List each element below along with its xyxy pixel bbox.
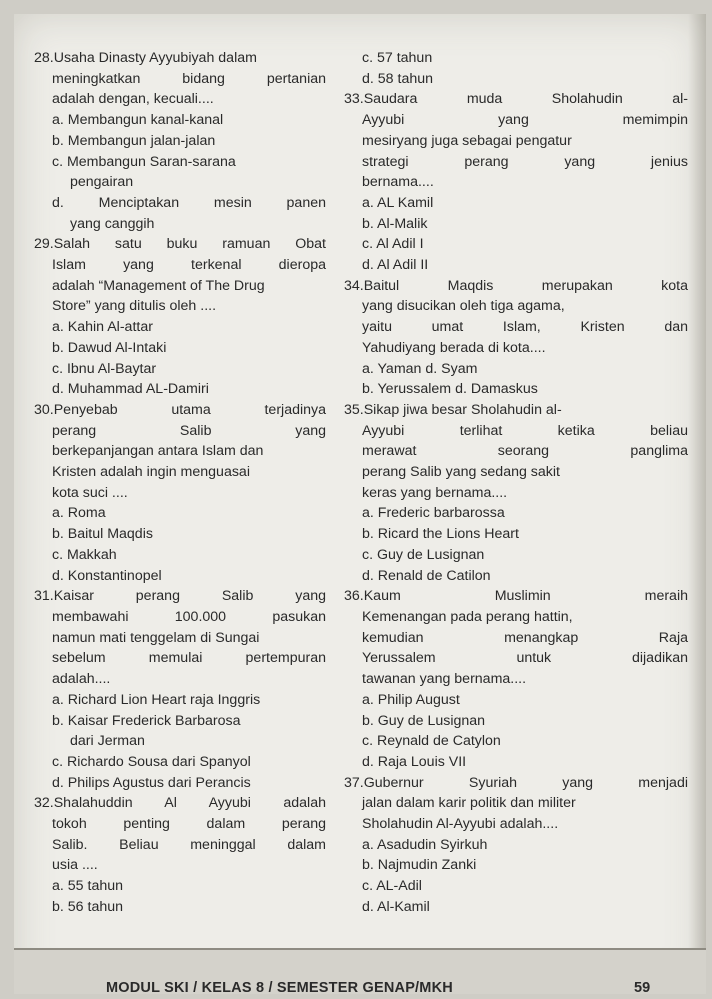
text-line: a. Philip August [362,691,460,708]
text-line: a. 55 tahun [52,878,123,895]
text-line: b. Dawud Al-Intaki [52,339,167,356]
worksheet-page [14,14,706,994]
text-line: c. Makkah [52,546,117,563]
text-line: d. Al-Kamil [362,898,430,915]
text-line: yang disucikan oleh tiga agama, [362,298,565,315]
text-line: jalan dalam karir politik dan militer [362,795,576,812]
text-line: c. Membangun Saran-sarana [52,153,236,170]
text-line: tokoh penting dalam perang [52,816,326,833]
text-line: perang Salib yang [52,422,326,439]
text-line: a. Roma [52,505,106,522]
text-line: 37.Gubernur Syuriah yang menjadi [344,774,688,791]
footer-title: MODUL SKI / KELAS 8 / SEMESTER GENAP/MKH [106,980,453,994]
text-line: 33.Saudara muda Sholahudin al- [344,91,688,108]
text-line: 31.Kaisar perang Salib yang [34,588,326,605]
text-line: b. Yerussalem d. Damaskus [362,381,538,398]
text-line: Yerussalem untuk dijadikan [362,650,688,667]
text-line: 29.Salah satu buku ramuan Obat [34,236,326,253]
text-line: adalah “Management of The Drug [52,277,265,294]
text-line: b. 56 tahun [52,898,123,915]
text-line: yaitu umat Islam, Kristen dan [362,319,688,336]
text-line: tawanan yang bernama.... [362,671,527,688]
text-line: b. Guy de Lusignan [362,712,486,729]
text-line: Islam yang terkenal dieropa [52,257,326,274]
text-line: b. Membangun jalan-jalan [52,132,216,149]
text-line: usia .... [52,857,98,874]
text-line: d. Raja Louis VII [362,753,467,770]
text-line: 36.Kaum Muslimin meraih [344,588,688,605]
text-line: Store” yang ditulis oleh .... [52,298,217,315]
text-line: membawahi 100.000 pasukan [52,608,326,625]
text-line: meningkatkan bidang pertanian [52,70,326,87]
text-line: d. Philips Agustus dari Perancis [52,774,251,791]
right-column [344,48,688,918]
text-line: Sholahudin Al-Ayyubi adalah.... [362,816,559,833]
text-line: 32.Shalahuddin Al Ayyubi adalah [34,795,326,812]
text-line: d. Menciptakan mesin panen [52,194,326,211]
text-line: d. Konstantinopel [52,567,162,584]
text-line: Yahudiyang berada di kota.... [362,339,546,356]
text-line: d. Muhammad AL-Damiri [52,381,209,398]
page-footer [14,948,706,994]
text-line: b. Baitul Maqdis [52,526,153,543]
text-line: 30.Penyebab utama terjadinya [34,401,326,418]
text-line: a. Richard Lion Heart raja Inggris [52,691,261,708]
text-line: a. AL Kamil [362,194,434,211]
text-line: c. AL-Adil [362,878,422,895]
text-line: keras yang bernama.... [362,484,508,501]
text-line: kemudian menangkap Raja [362,629,688,646]
text-line: b. Najmudin Zanki [362,857,477,874]
text-line: kota suci .... [52,484,128,501]
page-number: 59 [634,980,651,994]
text-line: Salib. Beliau meninggal dalam [52,836,326,853]
text-line: a. Membangun kanal-kanal [52,112,224,129]
text-line: c. Reynald de Catylon [362,733,501,750]
text-line: Ayyubi yang memimpin [362,112,688,129]
text-line: d. Al Adil II [362,257,429,274]
text-line: a. Asadudin Syirkuh [362,836,488,853]
text-line: dari Jerman [70,733,145,750]
text-line: berkepanjangan antara Islam dan [52,443,264,460]
text-line: c. 57 tahun [362,50,433,66]
text-line: c. Ibnu Al-Baytar [52,360,157,377]
text-line: Ayyubi terlihat ketika beliau [362,422,688,439]
text-line: b. Kaisar Frederick Barbarosa [52,712,241,729]
text-line: mesiryang juga sebagai pengatur [362,132,572,149]
text-line: 34.Baitul Maqdis merupakan kota [344,277,688,294]
text-line: b. Al-Malik [362,215,428,232]
text-line: perang Salib yang sedang sakit [362,464,560,481]
text-line: a. Frederic barbarossa [362,505,505,522]
text-line: Kemenangan pada perang hattin, [362,608,573,625]
text-line: c. Richardo Sousa dari Spanyol [52,753,251,770]
text-line: sebelum memulai pertempuran [52,650,326,667]
text-line: merawat seorang panglima [362,443,688,460]
text-line: adalah.... [52,671,111,688]
text-line: Kristen adalah ingin menguasai [52,464,250,481]
text-line: b. Ricard the Lions Heart [362,526,519,543]
text-line: pengairan [70,174,134,191]
text-line: 28.Usaha Dinasty Ayyubiyah dalam [34,50,257,66]
text-line: c. Al Adil I [362,236,424,253]
text-line: 35.Sikap jiwa besar Sholahudin al- [344,401,562,418]
text-line: c. Guy de Lusignan [362,546,485,563]
text-line: a. Yaman d. Syam [362,360,478,377]
left-column [34,48,326,918]
page-edge-shadow [688,14,706,994]
text-line: namun mati tenggelam di Sungai [52,629,260,646]
text-line: d. Renald de Catilon [362,567,491,584]
text-line: adalah dengan, kecuali.... [52,91,214,108]
text-line: a. Kahin Al-attar [52,319,153,336]
text-line: strategi perang yang jenius [362,153,688,170]
text-line: bernama.... [362,174,434,191]
text-line: yang canggih [70,215,155,232]
text-line: d. 58 tahun [362,70,433,87]
